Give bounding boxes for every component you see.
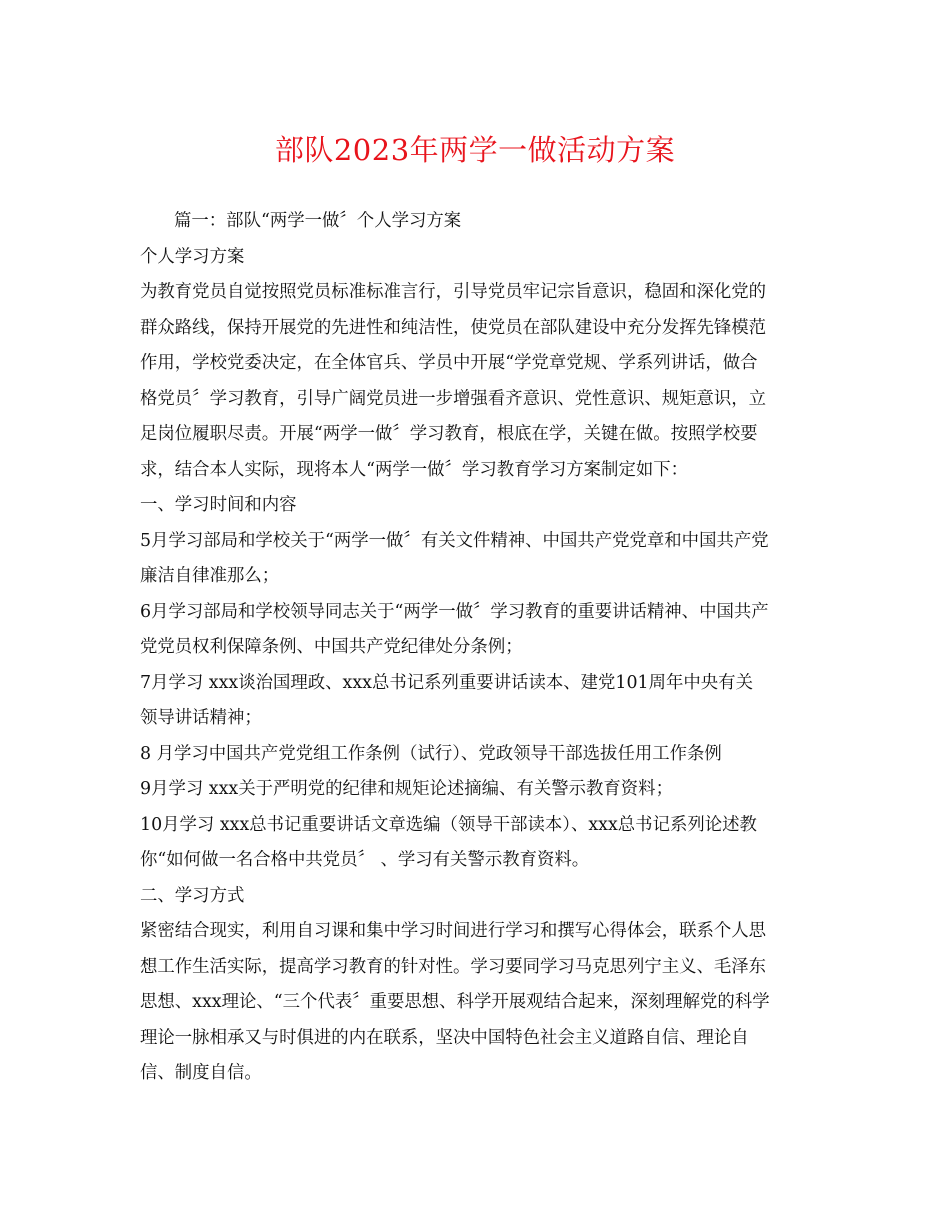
paragraph-line: 足岗位履职尽责。开展“两学一做〞学习教育，根底在学，关键在做。按照学校要 <box>140 424 758 444</box>
section-heading: 二、学习方式 <box>140 885 245 906</box>
paragraph-line: 7月学习 xxx谈治国理政、xxx总书记系列重要讲话读本、建党101周年中央有关 <box>140 672 753 693</box>
section-heading: 篇一：部队“两学一做〞个人学习方案 <box>174 211 462 231</box>
paragraph-line: 领导讲话精神； <box>140 708 262 728</box>
paragraph-line: 9月学习 xxx关于严明党的纪律和规矩论述摘编、有关警示教育资料； <box>140 779 673 799</box>
paragraph-line: 群众路线，保持开展党的先进性和纯洁性，使党员在部队建设中充分发挥先锋模范 <box>140 317 767 338</box>
paragraph-line: 理论一脉相承又与时俱进的内在联系，坚决中国特色社会主义道路自信、理论自 <box>140 1027 749 1048</box>
subheading: 个人学习方案 <box>140 246 245 267</box>
paragraph-line: 6月学习部局和学校领导同志关于“两学一做〞学习教育的重要讲话精神、中国共产 <box>140 601 769 622</box>
paragraph-line: 为教育党员自觉按照党员标准标准言行，引导党员牢记宗旨意识，稳固和深化党的 <box>140 282 767 302</box>
document-body <box>140 204 818 1092</box>
paragraph-line: 思想、xxx理论、“三个代表〞重要思想、科学开展观结合起来，深刻理解党的科学 <box>140 992 770 1012</box>
paragraph-line: 作用，学校党委决定，在全体官兵、学员中开展“学党章党规、学系列讲话，做合 <box>140 353 758 373</box>
section-heading: 一、学习时间和内容 <box>140 495 297 515</box>
paragraph-line: 8 月学习中国共产党党组工作条例（试行）、党政领导干部选拔任用工作条例 <box>140 743 722 764</box>
paragraph-line: 求，结合本人实际，现将本人“两学一做〞学习教育学习方案制定如下： <box>140 459 689 480</box>
paragraph-line: 紧密结合现实，利用自习课和集中学习时间进行学习和撰写心得体会，联系个人思 <box>140 921 767 941</box>
paragraph-line: 5月学习部局和学校关于“两学一做〞有关文件精神、中国共产党党章和中国共产党 <box>140 530 769 551</box>
paragraph-line: 想工作生活实际，提高学习教育的针对性。学习要同学习马克思列宁主义、毛泽东 <box>140 956 767 977</box>
paragraph-line: 你“如何做一名合格中共党员〞 、学习有关警示教育资料。 <box>140 850 590 870</box>
paragraph-line: 格党员〞学习教育，引导广阔党员进一步增强看齐意识、党性意识、规矩意识，立 <box>140 388 767 409</box>
paragraph-line: 党党员权利保障条例、中国共产党纪律处分条例； <box>140 637 523 657</box>
paragraph-line: 廉洁自律准那么； <box>140 566 280 586</box>
document-title: 部队2023年两学一做活动方案 <box>274 133 676 167</box>
paragraph-line: 信、制度自信。 <box>140 1063 262 1083</box>
paragraph-line: 10月学习 xxx总书记重要讲话文章选编（领导干部读本）、xxx总书记系列论述教 <box>140 814 757 835</box>
